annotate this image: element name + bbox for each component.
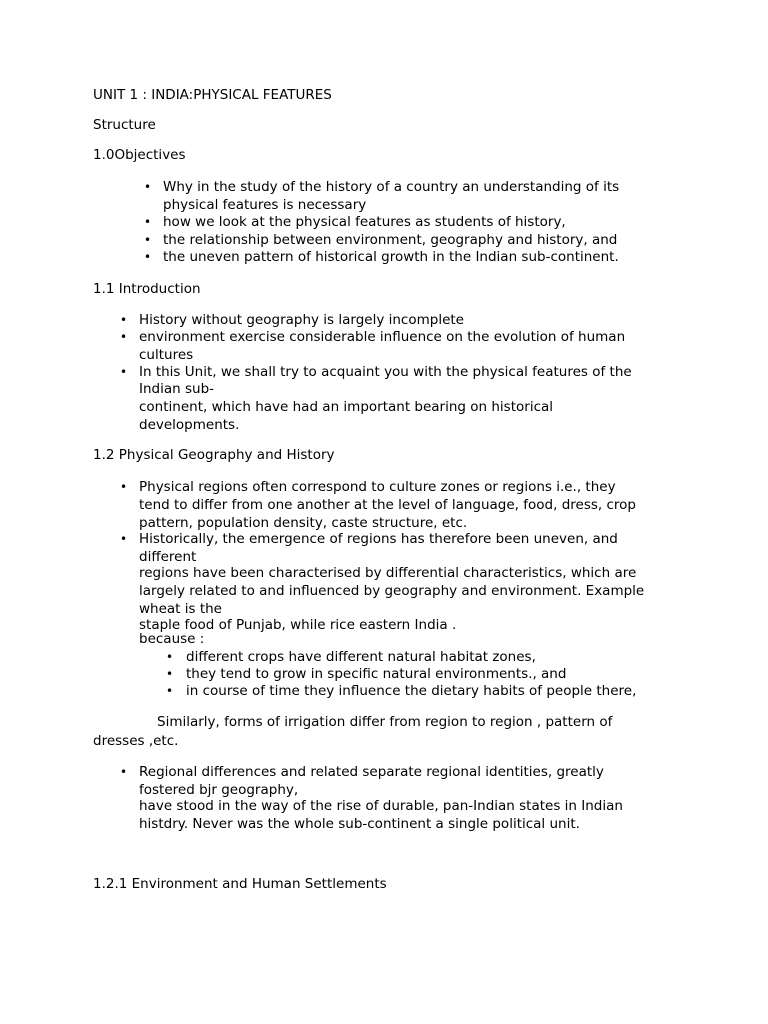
bullet-icon: •	[120, 313, 128, 327]
list-item-line: Regional differences and related separate regional identities, greatly	[139, 764, 604, 780]
list-item-line: developments.	[139, 417, 240, 433]
bullet-icon: •	[120, 532, 128, 546]
list-item-line: Indian sub-	[139, 381, 215, 397]
bullet-icon: •	[120, 330, 128, 344]
bullet-icon: •	[120, 365, 128, 379]
paragraph-line: Similarly, forms of irrigation differ from region to region , pattern of	[157, 714, 613, 730]
introduction-heading: 1.1 Introduction	[93, 281, 201, 297]
sub-list-item: different crops have different natural habitat zones,	[186, 649, 536, 665]
list-item-line: continent, which have had an important bearing on historical	[139, 399, 554, 415]
list-item-line: staple food of Punjab, while rice eastern India .	[139, 617, 457, 633]
paragraph-line: dresses ,etc.	[93, 733, 179, 749]
list-item-line: Historically, the emergence of regions has therefore been uneven, and	[139, 531, 618, 547]
bullet-icon: •	[144, 250, 152, 264]
list-item-line: the relationship between environment, geography and history, and	[163, 232, 618, 248]
list-item-line: how we look at the physical features as students of history,	[163, 214, 566, 230]
list-item-line: tend to differ from one another at the level of language, food, dress, crop	[139, 497, 636, 513]
bullet-icon: •	[144, 215, 152, 229]
bullet-icon: •	[166, 667, 174, 681]
list-item-line: the uneven pattern of historical growth in the Indian sub-continent.	[163, 249, 619, 265]
sub-list-item: they tend to grow in specific natural environments., and	[186, 666, 567, 682]
sub-list-item: in course of time they influence the dietary habits of people there,	[186, 683, 637, 699]
physical-geography-heading: 1.2 Physical Geography and History	[93, 447, 335, 463]
list-item-line: History without geography is largely incomplete	[139, 312, 464, 328]
bullet-icon: •	[144, 180, 152, 194]
list-item-line: regions have been characterised by differential characteristics, which are	[139, 565, 637, 581]
settlements-heading: 1.2.1 Environment and Human Settlements	[93, 876, 387, 892]
list-item-line: In this Unit, we shall try to acquaint you with the physical features of the	[139, 364, 632, 380]
bullet-icon: •	[166, 684, 174, 698]
bullet-icon: •	[120, 480, 128, 494]
list-item-line: Physical regions often correspond to culture zones or regions i.e., they	[139, 479, 616, 495]
list-item-line: histdry. Never was the whole sub-continent a single political unit.	[139, 816, 580, 832]
list-item-line: different	[139, 549, 197, 565]
bullet-icon: •	[144, 233, 152, 247]
list-item-line: environment exercise considerable influence on the evolution of human	[139, 329, 626, 345]
bullet-icon: •	[120, 765, 128, 779]
list-item-line: pattern, population density, caste structure, etc.	[139, 515, 468, 531]
list-item-line: wheat is the	[139, 601, 222, 617]
bullet-icon: •	[166, 650, 174, 664]
objectives-heading: 1.0Objectives	[93, 147, 186, 163]
list-item-line: fostered bjr geography,	[139, 782, 299, 798]
list-item-line: have stood in the way of the rise of durable, pan-Indian states in Indian	[139, 798, 623, 814]
unit-title: UNIT 1 : INDIA:PHYSICAL FEATURES	[93, 87, 332, 103]
list-item-line: Why in the study of the history of a country an understanding of its	[163, 179, 620, 195]
list-item-line: physical features is necessary	[163, 197, 367, 213]
list-item-line: because :	[139, 631, 205, 647]
list-item-line: largely related to and influenced by geography and environment. Example	[139, 583, 645, 599]
list-item-line: cultures	[139, 347, 194, 363]
structure-heading: Structure	[93, 117, 156, 133]
